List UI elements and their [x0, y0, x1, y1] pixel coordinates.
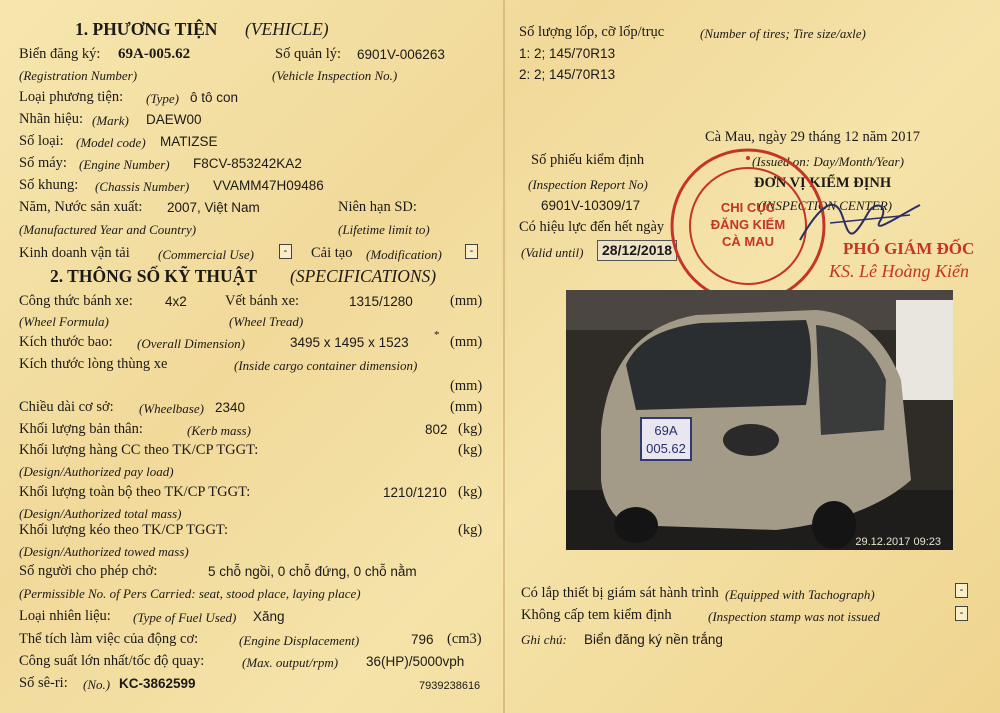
total-unit: (kg)	[458, 484, 483, 500]
tacho-label: Có lắp thiết bị giám sát hành trình	[521, 585, 719, 601]
kerb-value: 802	[425, 422, 448, 437]
cargo-label-en: (Inside cargo container dimension)	[234, 358, 418, 373]
commercial-checkbox: -	[279, 244, 292, 259]
wheelbase-label: Chiều dài cơ sở:	[19, 399, 114, 415]
commercial-label: Kinh doanh vận tải	[19, 245, 130, 261]
signature-scribble	[780, 185, 930, 255]
section2-title-en: (SPECIFICATIONS)	[290, 266, 437, 286]
lifetime-label: Niên hạn SD:	[338, 199, 417, 215]
mark-value: DAEW00	[146, 112, 202, 127]
pers-value: 5 chỗ ngồi, 0 chỗ đứng, 0 chỗ nằm	[208, 564, 417, 579]
tacho-checkbox: -	[955, 583, 968, 598]
date-line: Cà Mau, ngày 29 tháng 12 năm 2017	[705, 129, 921, 145]
tire-axle-2: 2: 2; 145/70R13	[519, 67, 616, 82]
model-label-en: (Model code)	[76, 135, 146, 150]
issued-label-en: (Issued on: Day/Month/Year)	[752, 154, 904, 169]
deputy-title: PHÓ GIÁM ĐỐC	[843, 239, 975, 258]
reg-label: Biển đăng ký:	[19, 46, 101, 62]
reg-label-en: (Registration Number)	[19, 68, 138, 83]
type-label-en: (Type)	[146, 91, 179, 106]
fuel-label: Loại nhiên liệu:	[19, 608, 111, 624]
cargo-unit: (mm)	[450, 378, 483, 394]
kerb-label: Khối lượng bản thân:	[19, 421, 143, 437]
mark-label-en: (Mark)	[92, 113, 129, 128]
towed-label-en: (Design/Authorized towed mass)	[19, 544, 189, 559]
mark-label: Nhãn hiệu:	[19, 111, 84, 127]
tread-label: Vết bánh xe:	[225, 293, 300, 309]
stamp-issued-checkbox: -	[955, 606, 968, 621]
tread-value: 1315/1280	[349, 294, 413, 309]
tread-label-en: (Wheel Tread)	[229, 314, 304, 329]
power-label-en: (Max. output/rpm)	[242, 655, 339, 670]
power-value: 36(HP)/5000vph	[366, 654, 465, 669]
serial-small-number: 7939238616	[419, 680, 481, 692]
page-fold-divider	[503, 0, 505, 713]
payload-label-en: (Design/Authorized pay load)	[19, 464, 174, 479]
year-label: Năm, Nước sản xuất:	[19, 199, 143, 215]
tread-unit: (mm)	[450, 293, 483, 309]
photo-timestamp: 29.12.2017 09:23	[855, 536, 941, 548]
overall-unit: (mm)	[450, 334, 483, 350]
wheelbase-value: 2340	[215, 400, 246, 415]
stamp-issued-label-en: (Inspection stamp was not issued	[708, 609, 880, 624]
cargo-label: Kích thước lòng thùng xe	[19, 356, 168, 372]
serial-value: KC-3862599	[119, 676, 196, 691]
mgmt-value: 6901V-006263	[357, 47, 445, 62]
report-value: 6901V-10309/17	[541, 198, 641, 213]
total-value: 1210/1210	[383, 485, 447, 500]
power-label: Công suất lớn nhất/tốc độ quay:	[19, 653, 205, 669]
note-label: Ghi chú:	[521, 632, 567, 647]
overall-value: 3495 x 1495 x 1523	[290, 335, 409, 350]
overall-mark: *	[434, 329, 440, 341]
engine-value: F8CV-853242KA2	[193, 156, 302, 171]
chassis-label-en: (Chassis Number)	[95, 179, 190, 194]
modification-checkbox: -	[465, 244, 478, 259]
lifetime-label-en: (Lifetime limit to)	[338, 222, 430, 237]
mgmt-label-en: (Vehicle Inspection No.)	[272, 68, 398, 83]
fuel-value: Xăng	[253, 609, 285, 624]
section1-title: 1. PHƯƠNG TIỆN	[75, 19, 218, 39]
displacement-label-en: (Engine Displacement)	[239, 633, 360, 648]
pers-label-en: (Permissible No. of Pers Carried: seat, stood place, laying place)	[19, 586, 361, 601]
wheel-formula-value: 4x2	[165, 294, 187, 309]
chassis-label: Số khung:	[19, 177, 79, 193]
photo-plate-line-1: 69A	[654, 423, 678, 438]
overall-label-en: (Overall Dimension)	[137, 336, 245, 351]
pers-label: Số người cho phép chở:	[19, 563, 158, 579]
type-label: Loại phương tiện:	[19, 89, 124, 105]
towed-unit: (kg)	[458, 522, 483, 538]
stamp-issued-label: Không cấp tem kiểm định	[521, 607, 672, 623]
report-label: Số phiếu kiểm định	[531, 152, 645, 168]
valid-value: 28/12/2018	[597, 240, 677, 261]
chassis-value: VVAMM47H09486	[213, 178, 324, 193]
year-value: 2007, Việt Nam	[167, 200, 260, 215]
note-value: Biển đăng ký nền trắng	[584, 632, 723, 647]
displacement-unit: (cm3)	[447, 631, 482, 647]
commercial-label-en: (Commercial Use)	[158, 247, 254, 262]
type-value: ô tô con	[190, 90, 239, 105]
reg-value: 69A-005.62	[118, 46, 191, 62]
serial-label: Số sê-ri:	[19, 675, 68, 691]
photo-plate-line-2: 005.62	[646, 441, 686, 456]
total-label-en: (Design/Authorized total mass)	[19, 506, 182, 521]
serial-label-en: (No.)	[83, 677, 111, 692]
kerb-label-en: (Kerb mass)	[187, 423, 251, 438]
wheelbase-label-en: (Wheelbase)	[139, 401, 204, 416]
valid-label-en: (Valid until)	[521, 245, 584, 260]
report-label-en: (Inspection Report No)	[528, 177, 648, 192]
center-label: ĐƠN VỊ KIỂM ĐỊNH	[754, 175, 892, 191]
deputy-name: KS. Lê Hoàng Kiến	[829, 261, 970, 281]
towed-label: Khối lượng kéo theo TK/CP TGGT:	[19, 522, 229, 538]
model-value: MATIZSE	[160, 134, 218, 149]
engine-label-en: (Engine Number)	[79, 157, 170, 172]
wheel-formula-label: Công thức bánh xe:	[19, 293, 133, 309]
stamp-line-3: CÀ MAU	[722, 234, 774, 249]
section1-title-en: (VEHICLE)	[245, 19, 329, 39]
tires-label-en: (Number of tires; Tire size/axle)	[700, 26, 866, 41]
tires-label: Số lượng lốp, cỡ lốp/trục	[519, 24, 665, 40]
payload-label: Khối lượng hàng CC theo TK/CP TGGT:	[19, 442, 259, 458]
mgmt-label: Số quản lý:	[275, 46, 342, 62]
stamp-line-1: CHI CỤC	[720, 200, 776, 215]
modification-label-en: (Modification)	[366, 247, 442, 262]
section2-title: 2. THÔNG SỐ KỸ THUẬT	[50, 266, 257, 286]
kerb-unit: (kg)	[458, 421, 483, 437]
year-label-en: (Manufactured Year and Country)	[19, 222, 197, 237]
valid-label: Có hiệu lực đến hết ngày	[519, 219, 665, 235]
wheel-formula-label-en: (Wheel Formula)	[19, 314, 109, 329]
payload-unit: (kg)	[458, 442, 483, 458]
displacement-value: 796	[411, 632, 434, 647]
tire-axle-1: 1: 2; 145/70R13	[519, 46, 616, 61]
wheelbase-unit: (mm)	[450, 399, 483, 415]
total-label: Khối lượng toàn bộ theo TK/CP TGGT:	[19, 484, 251, 500]
stamp-line-2: ĐĂNG KIỂM	[710, 217, 786, 232]
model-label: Số loại:	[19, 133, 64, 149]
fuel-label-en: (Type of Fuel Used)	[133, 610, 237, 625]
tacho-label-en: (Equipped with Tachograph)	[725, 587, 875, 602]
displacement-label: Thể tích làm việc của động cơ:	[19, 631, 199, 647]
overall-label: Kích thước bao:	[19, 334, 113, 350]
center-label-en: (INSPECTION CENTER)	[758, 198, 892, 213]
engine-label: Số máy:	[19, 155, 67, 171]
modification-label: Cải tạo	[311, 245, 353, 261]
vehicle-photo	[566, 290, 953, 550]
